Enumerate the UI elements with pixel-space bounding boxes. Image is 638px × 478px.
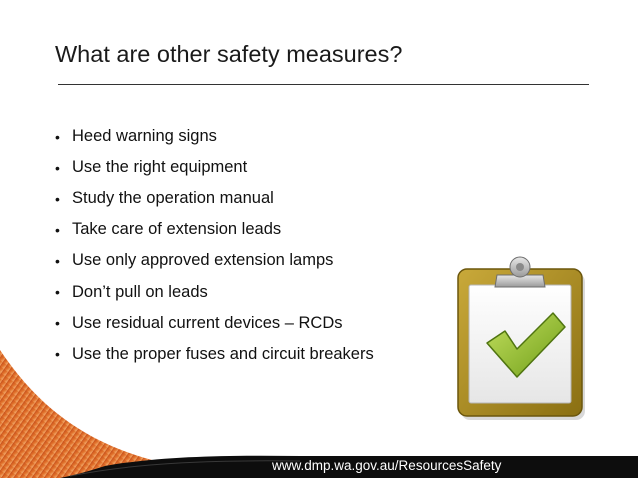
bullet-text: Study the operation manual bbox=[72, 189, 274, 208]
bullet-glyph: • bbox=[55, 346, 60, 363]
bullet-glyph: • bbox=[55, 284, 60, 301]
bullet-glyph: • bbox=[55, 221, 60, 238]
bullet-text: Use residual current devices – RCDs bbox=[72, 313, 343, 332]
bullet-text: Heed warning signs bbox=[72, 127, 217, 146]
bullet-text: Don’t pull on leads bbox=[72, 282, 208, 301]
list-item bbox=[55, 308, 374, 339]
bullet-text: Use the proper fuses and circuit breakers bbox=[72, 344, 374, 363]
bullet-text: Take care of extension leads bbox=[72, 220, 282, 239]
bullet-text: Use only approved extension lamps bbox=[72, 251, 334, 270]
list-item bbox=[55, 152, 374, 183]
bullet-glyph: • bbox=[55, 159, 60, 176]
list-item bbox=[55, 121, 374, 152]
bullet-text: Use the right equipment bbox=[72, 158, 248, 177]
list-item bbox=[55, 339, 374, 370]
bullet-glyph: • bbox=[55, 128, 60, 145]
list-item bbox=[55, 245, 374, 276]
bullet-glyph: • bbox=[55, 190, 60, 207]
list-item bbox=[55, 276, 374, 307]
clipboard-checkmark-icon bbox=[455, 253, 589, 423]
title-divider bbox=[58, 84, 589, 85]
footer-url: www.dmp.wa.gov.au/ResourcesSafety bbox=[272, 458, 502, 473]
list-item bbox=[55, 214, 374, 245]
bullet-glyph: • bbox=[55, 252, 60, 269]
slide-title: What are other safety measures? bbox=[55, 41, 403, 67]
bullet-glyph: • bbox=[55, 315, 60, 332]
list-item bbox=[55, 183, 374, 214]
bullet-list bbox=[55, 121, 374, 370]
